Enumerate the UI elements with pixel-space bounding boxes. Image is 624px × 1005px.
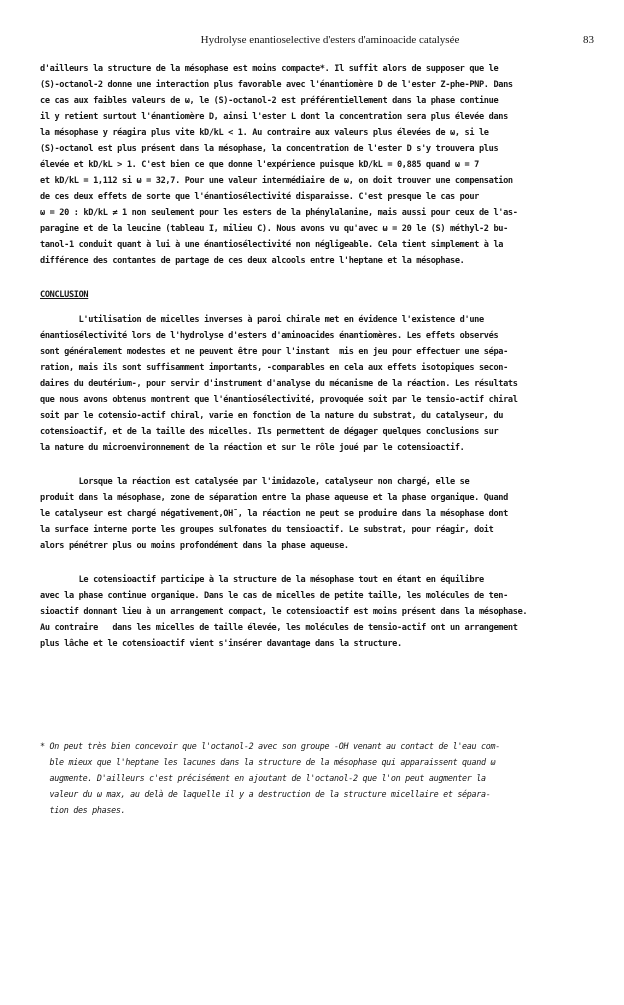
- text-line: sont généralement modestes et ne peuvent être pour l'instant mis en jeu pour effectuer une sépa-: [40, 347, 508, 357]
- text-line: énantiosélectivité lors de l'hydrolyse d'esters d'aminoacides énantiomères. Les effets observés: [40, 331, 499, 341]
- text-line: daires du deutérium-, pour servir d'instrument d'analyse du mécanisme de la réaction. Les résultats: [40, 379, 518, 389]
- text-line: alors pénétrer plus ou moins profondément dans la phase aqueuse.: [40, 541, 349, 551]
- footnote-line: tion des phases.: [40, 805, 126, 815]
- text-line: plus lâche et le cotensioactif vient s'insérer davantage dans la structure.: [40, 639, 402, 649]
- footnote-line: * On peut très bien concevoir que l'octanol-2 avec son groupe -OH venant au contact de l'eau com-: [40, 741, 500, 751]
- text-line: produit dans la mésophase, zone de séparation entre la phase aqueuse et la phase organique. Quand: [40, 493, 508, 503]
- text-line: élevée et kD/kL > 1. C'est bien ce que donne l'expérience puisque kD/kL = 0,885 quand ω = 7: [40, 160, 479, 170]
- text-line: soit par le cotensio-actif chiral, varie en fonction de la nature du substrat, du catalyseur, du: [40, 411, 504, 421]
- text-line: ce cas aux faibles valeurs de ω, le (S)-octanol-2 est préférentiellement dans la phase continue: [40, 96, 499, 106]
- conclusion-heading: CONCLUSION: [40, 290, 89, 300]
- text-line: la surface interne porte les groupes sulfonates du tensioactif. Le substrat, pour réagir, doit: [40, 525, 494, 535]
- text-line: avec la phase continue organique. Dans le cas de micelles de petite taille, les molécules de ten-: [40, 591, 508, 601]
- text-line: d'ailleurs la structure de la mésophase est moins compacte*. Il suffit alors de supposer que le: [40, 64, 499, 74]
- text-line: Le cotensioactif participe à la structure de la mésophase tout en étant en équilibre: [40, 575, 484, 585]
- page-number: 83: [583, 34, 594, 46]
- text-line: cotensioactif, et de la taille des micelles. Ils permettent de dégager quelques conclusions sur: [40, 427, 499, 437]
- text-line: (S)-octanol est plus présent dans la mésophase, la concentration de l'ester D s'y trouvera plus: [40, 144, 499, 154]
- text-line: Lorsque la réaction est catalysée par l'imidazole, catalyseur non chargé, elle se: [40, 477, 470, 487]
- footnote-line: valeur du ω max, au delà de laquelle il y a destruction de la structure micellaire et sépara-: [40, 789, 491, 799]
- text-line: ω = 20 : kD/kL ≠ 1 non seulement pour les esters de la phénylalanine, mais aussi pour ceux de l'as-: [40, 208, 518, 218]
- text-line: Au contraire dans les micelles de taille élevée, les molécules de tensio-actif ont un arrangement: [40, 623, 518, 633]
- text-line: il y retient surtout l'énantiomère D, ainsi l'ester L dont la concentration sera plus élevée dans: [40, 112, 508, 122]
- footnote-line: ble mieux que l'heptane les lacunes dans la structure de la mésophase qui apparaissent quand ω: [40, 757, 496, 767]
- conclusion-paragraph: [40, 474, 600, 554]
- text-line: (S)-octanol-2 donne une interaction plus favorable avec l'énantiomère D de l'ester Z-phe-PNP. Dans: [40, 80, 513, 90]
- text-line: sioactif donnant lieu à un arrangement compact, le cotensioactif est moins présent dans la mésophase.: [40, 607, 528, 617]
- body-text: [40, 61, 600, 652]
- text-line: la mésophase y réagira plus vite kD/kL < 1. Au contraire aux valeurs plus élevées de ω, si le: [40, 128, 489, 138]
- text-line: la nature du microenvironnement de la réaction et sur le rôle joué par le cotensioactif.: [40, 443, 465, 453]
- conclusion-paragraph: [40, 312, 600, 456]
- text-line: L'utilisation de micelles inverses à paroi chirale met en évidence l'existence d'une: [40, 315, 484, 325]
- conclusion-paragraph: [40, 572, 600, 652]
- text-line: paragine et de la leucine (tableau I, milieu C). Nous avons vu qu'avec ω = 20 le (S) méthyl-2 bu-: [40, 224, 508, 234]
- text-line: de ces deux effets de sorte que l'énantiosélectivité disparaisse. C'est presque le cas pour: [40, 192, 479, 202]
- text-line: tanol-1 conduit quant à lui à une énantiosélectivité non négligeable. Cela tient simplement à la: [40, 240, 504, 250]
- footnote: [40, 738, 600, 818]
- text-line: et kD/kL = 1,112 si ω = 32,7. Pour une valeur intermédiaire de ω, on doit trouver une compensation: [40, 176, 513, 186]
- text-line: ration, mais ils sont suffisamment importants, -comparables en cela aux effets isotopiques secon-: [40, 363, 508, 373]
- text-line: différence des contantes de partage de ces deux alcools entre l'heptane et la mésophase.: [40, 256, 465, 266]
- text-line: le catalyseur est chargé négativement,OH¯, la réaction ne peut se produire dans la mésophase dont: [40, 509, 508, 519]
- footnote-line: augmente. D'ailleurs c'est précisément en ajoutant de l'octanol-2 que l'on peut augmenter la: [40, 773, 486, 783]
- text-line: que nous avons obtenus montrent que l'énantiosélectivité, provoquée soit par le tensio-actif chiral: [40, 395, 518, 405]
- running-title: Hydrolyse enantioselective d'esters d'aminoacide catalysée: [200, 34, 460, 46]
- paragraph-continuation: [40, 61, 600, 269]
